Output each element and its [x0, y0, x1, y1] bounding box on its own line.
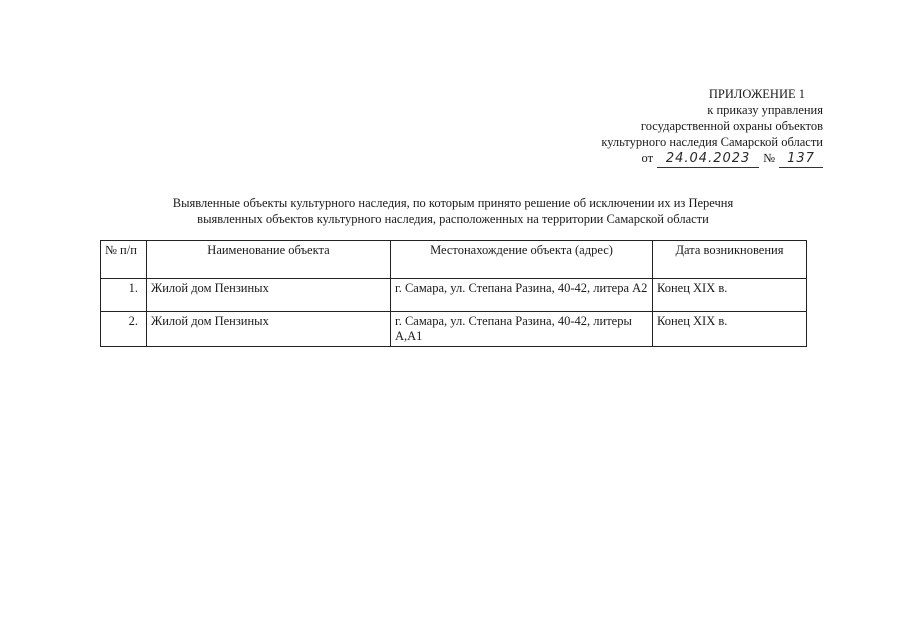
row-location: г. Самара, ул. Степана Разина, 40-42, литеры А,А1 [391, 312, 653, 347]
heading-line-1: Выявленные объекты культурного наследия, по которым принято решение об исключении их из Перечня [172, 196, 734, 210]
date-prefix: от [641, 151, 654, 165]
annex-line-3: культурного наследия Самарской области [601, 135, 823, 149]
row-date: Конец XIX в. [653, 279, 807, 312]
row-name: Жилой дом Пензиных [147, 279, 391, 312]
header-num: № п/п [101, 241, 147, 279]
table-row [101, 312, 807, 347]
row-location: г. Самара, ул. Степана Разина, 40-42, литера А2 [391, 279, 653, 312]
header-date: Дата возникновения [653, 241, 807, 279]
row-date: Конец XIX в. [653, 312, 807, 347]
handwritten-date: 24.04.2023 [657, 151, 759, 168]
document-heading [100, 195, 806, 227]
number-prefix: № [763, 151, 775, 165]
row-num: 2. [101, 312, 147, 347]
heading-line-2: выявленных объектов культурного наследия, расположенных на территории Самарской области [197, 212, 709, 226]
row-num: 1. [101, 279, 147, 312]
header-name: Наименование объекта [147, 241, 391, 279]
annex-line-1: к приказу управления [707, 103, 823, 117]
handwritten-number: 137 [779, 151, 823, 168]
row-name: Жилой дом Пензиных [147, 312, 391, 347]
annex-title: ПРИЛОЖЕНИЕ 1 [708, 87, 805, 101]
table-header-row [101, 241, 807, 279]
annex-block [523, 86, 823, 168]
annex-date-line [642, 150, 824, 168]
header-location: Местонахождение объекта (адрес) [391, 241, 653, 279]
heritage-objects-table [100, 240, 807, 347]
table-row [101, 279, 807, 312]
annex-line-2: государственной охраны объектов [640, 119, 823, 133]
